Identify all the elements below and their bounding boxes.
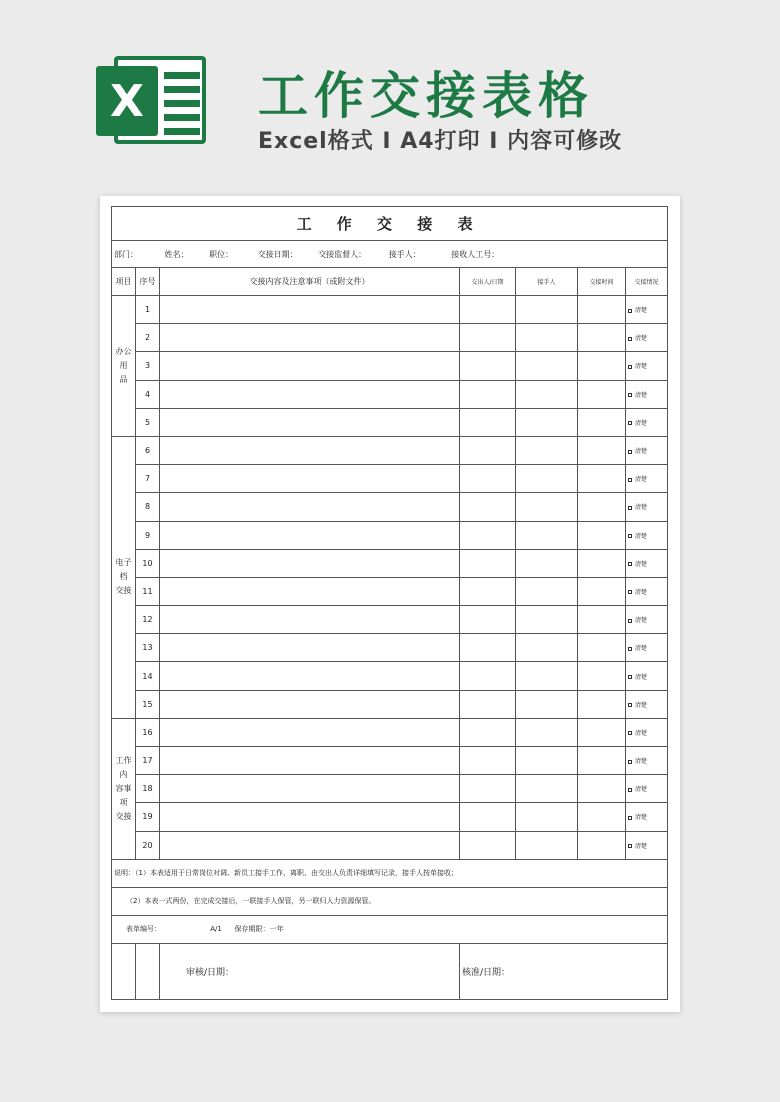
handover-time-cell[interactable] [578,324,626,352]
table-row [112,690,668,718]
checkbox-icon[interactable] [628,731,632,735]
seq-cell: 6 [136,436,160,464]
receiver-cell[interactable] [516,634,578,662]
status-cell[interactable] [626,296,668,324]
content-cell[interactable] [160,324,460,352]
status-cell[interactable] [626,465,668,493]
handover-person-cell[interactable] [460,775,516,803]
status-cell[interactable] [626,662,668,690]
status-cell[interactable] [626,408,668,436]
content-cell[interactable] [160,408,460,436]
handover-time-cell[interactable] [578,436,626,464]
seq-cell: 16 [136,718,160,746]
handover-person-cell[interactable] [460,324,516,352]
seq-cell: 14 [136,662,160,690]
category-cell: 工作内 容事项 交接 [112,718,136,859]
name-label: 姓名： [164,249,189,259]
status-cell[interactable] [626,324,668,352]
handover-time-cell[interactable] [578,493,626,521]
content-cell[interactable] [160,352,460,380]
receiver-cell[interactable] [516,803,578,831]
form-no-value: A/1 [210,925,222,934]
status-label: 清楚 [635,729,648,737]
checkbox-icon[interactable] [628,478,632,482]
checkbox-icon[interactable] [628,703,632,707]
status-label: 清楚 [635,476,648,484]
seq-cell: 19 [136,803,160,831]
content-cell[interactable] [160,747,460,775]
seq-cell: 8 [136,493,160,521]
receiver-cell[interactable] [516,493,578,521]
table-row [112,606,668,634]
excel-logo-icon [96,52,208,148]
status-label: 清楚 [635,588,648,596]
category-cell: 电子档 交接 [112,436,136,718]
table-row [112,352,668,380]
status-label: 清楚 [635,419,648,427]
checkbox-icon[interactable] [628,675,632,679]
document-paper [100,196,680,1012]
checkbox-icon[interactable] [628,788,632,792]
status-label: 清楚 [635,391,648,399]
page-title: 工作交接表格 [258,67,594,125]
handover-time-cell[interactable] [578,747,626,775]
status-label: 清楚 [635,758,648,766]
status-cell[interactable] [626,521,668,549]
receiver-cell[interactable] [516,408,578,436]
handover-person-cell[interactable] [460,606,516,634]
status-label: 清楚 [635,504,648,512]
handover-time-cell[interactable] [578,380,626,408]
status-cell[interactable] [626,352,668,380]
checkbox-icon[interactable] [628,365,632,369]
status-cell[interactable] [626,803,668,831]
checkbox-icon[interactable] [628,619,632,623]
checkbox-icon[interactable] [628,450,632,454]
receiver-cell[interactable] [516,831,578,859]
handover-person-cell[interactable] [460,577,516,605]
status-cell[interactable] [626,775,668,803]
receiver-cell[interactable] [516,577,578,605]
receiver-cell[interactable] [516,747,578,775]
receiver-cell[interactable] [516,380,578,408]
handover-person-cell[interactable] [460,831,516,859]
status-label: 清楚 [635,701,648,709]
form-title: 工 作 交 接 表 [112,207,668,241]
checkbox-icon[interactable] [628,393,632,397]
receiver-cell[interactable] [516,718,578,746]
handover-time-cell[interactable] [578,662,626,690]
table-row [112,662,668,690]
status-cell[interactable] [626,606,668,634]
handover-date-label: 交接日期： [257,249,298,259]
header [0,0,780,175]
sign-row [112,943,668,999]
table-row [112,296,668,324]
info-row [112,241,668,268]
table-row [112,380,668,408]
form-no-label: 表单编号： [126,925,161,934]
approve-date-label: 核准/日期： [460,943,668,999]
status-label: 清楚 [635,786,648,794]
handover-time-cell[interactable] [578,296,626,324]
status-label: 清楚 [635,645,648,653]
retention-label: 保存期限：一年 [234,925,284,934]
checkbox-icon[interactable] [628,590,632,594]
content-cell[interactable] [160,690,460,718]
table-row [112,803,668,831]
checkbox-icon[interactable] [628,816,632,820]
status-cell[interactable] [626,634,668,662]
seq-cell: 9 [136,521,160,549]
content-cell[interactable] [160,718,460,746]
handover-person-cell[interactable] [460,803,516,831]
handover-time-cell[interactable] [578,803,626,831]
handover-time-cell[interactable] [578,465,626,493]
status-label: 清楚 [635,335,648,343]
note-1: 说明：（1）本表适用于日常岗位对调、新员工接手工作、离职、由交出人负责详细填写记录，接手人按单接收； [112,859,668,887]
review-date-label: 审核/日期： [160,943,460,999]
content-cell[interactable] [160,380,460,408]
content-cell[interactable] [160,521,460,549]
checkbox-icon[interactable] [628,337,632,341]
page-subtitle: Excel格式 I A4打印 I 内容可修改 [258,129,623,154]
table-row [112,436,668,464]
seq-cell: 18 [136,775,160,803]
col-content: 交接内容及注意事项（或附文件） [160,268,460,296]
content-cell[interactable] [160,296,460,324]
checkbox-icon[interactable] [628,562,632,566]
checkbox-icon[interactable] [628,309,632,313]
handover-form-table [111,206,668,1000]
excel-x-badge: X [96,66,158,136]
checkbox-icon[interactable] [628,844,632,848]
handover-time-cell[interactable] [578,718,626,746]
col-status: 交接情况 [626,268,668,296]
seq-cell: 3 [136,352,160,380]
sign-blank-2 [136,943,160,999]
table-row [112,831,668,859]
position-label: 职位： [209,249,234,259]
handover-person-cell[interactable] [460,352,516,380]
seq-cell: 2 [136,324,160,352]
receiver-cell[interactable] [516,549,578,577]
table-row [112,465,668,493]
seq-cell: 7 [136,465,160,493]
handover-time-cell[interactable] [578,521,626,549]
table-row [112,493,668,521]
col-item: 项目 [112,268,136,296]
department-label: 部门： [114,249,138,259]
handover-person-cell[interactable] [460,465,516,493]
table-row [112,577,668,605]
receiver-cell[interactable] [516,521,578,549]
table-row [112,408,668,436]
status-cell[interactable] [626,718,668,746]
handover-person-cell[interactable] [460,747,516,775]
handover-person-cell[interactable] [460,549,516,577]
meta-cell [112,915,668,943]
meta-row [112,915,668,943]
note-2: （2）本表一式两份，在完成交接后，一联接手人保管，另一联归人力资源保管。 [112,887,668,915]
col-handover-person-date: 交出人/日期 [460,268,516,296]
status-cell[interactable] [626,549,668,577]
info-cell [112,241,668,268]
receiver-cell[interactable] [516,465,578,493]
handover-person-cell[interactable] [460,690,516,718]
status-cell[interactable] [626,493,668,521]
receiver-cell[interactable] [516,324,578,352]
receiver-cell[interactable] [516,352,578,380]
seq-cell: 5 [136,408,160,436]
note-row-2 [112,887,668,915]
receiver-cell[interactable] [516,662,578,690]
form-title-row [112,207,668,241]
handover-time-cell[interactable] [578,577,626,605]
checkbox-icon[interactable] [628,647,632,651]
table-row [112,775,668,803]
receiver-cell[interactable] [516,606,578,634]
col-seq: 序号 [136,268,160,296]
status-cell[interactable] [626,380,668,408]
table-row [112,521,668,549]
seq-cell: 17 [136,747,160,775]
content-cell[interactable] [160,465,460,493]
content-cell[interactable] [160,775,460,803]
status-label: 清楚 [635,617,648,625]
status-label: 清楚 [635,448,648,456]
status-cell[interactable] [626,831,668,859]
checkbox-icon[interactable] [628,760,632,764]
receiver-cell[interactable] [516,296,578,324]
status-label: 清楚 [635,363,648,371]
receiver-id-label: 接收人工号： [451,249,500,259]
status-cell[interactable] [626,436,668,464]
receiver-cell[interactable] [516,775,578,803]
handover-time-cell[interactable] [578,408,626,436]
receiver-cell[interactable] [516,436,578,464]
handover-person-cell[interactable] [460,634,516,662]
seq-cell: 1 [136,296,160,324]
seq-cell: 20 [136,831,160,859]
content-cell[interactable] [160,803,460,831]
content-cell[interactable] [160,493,460,521]
note-row-1 [112,859,668,887]
receiver-cell[interactable] [516,690,578,718]
content-cell[interactable] [160,549,460,577]
table-row [112,549,668,577]
table-row [112,747,668,775]
handover-person-cell[interactable] [460,493,516,521]
content-cell[interactable] [160,831,460,859]
handover-person-cell[interactable] [460,408,516,436]
checkbox-icon[interactable] [628,534,632,538]
seq-cell: 12 [136,606,160,634]
supervisor-label: 交接监督人： [318,249,367,259]
seq-cell: 11 [136,577,160,605]
content-cell[interactable] [160,634,460,662]
table-row [112,634,668,662]
status-label: 清楚 [635,814,648,822]
status-cell[interactable] [626,690,668,718]
handover-person-cell[interactable] [460,380,516,408]
seq-cell: 15 [136,690,160,718]
table-row [112,718,668,746]
handover-time-cell[interactable] [578,634,626,662]
col-handover-time: 交接时间 [578,268,626,296]
status-label: 清楚 [635,673,648,681]
content-cell[interactable] [160,577,460,605]
content-cell[interactable] [160,606,460,634]
receiver-label: 接手人： [388,249,421,259]
seq-cell: 10 [136,549,160,577]
col-receiver: 接手人 [516,268,578,296]
content-cell[interactable] [160,436,460,464]
status-cell[interactable] [626,577,668,605]
handover-person-cell[interactable] [460,296,516,324]
content-cell[interactable] [160,662,460,690]
status-cell[interactable] [626,747,668,775]
handover-time-cell[interactable] [578,831,626,859]
checkbox-icon[interactable] [628,421,632,425]
status-label: 清楚 [635,842,648,850]
handover-time-cell[interactable] [578,549,626,577]
category-cell: 办公用 品 [112,296,136,437]
handover-person-cell[interactable] [460,521,516,549]
handover-person-cell[interactable] [460,662,516,690]
handover-person-cell[interactable] [460,436,516,464]
handover-time-cell[interactable] [578,775,626,803]
handover-time-cell[interactable] [578,352,626,380]
status-label: 清楚 [635,307,648,315]
handover-person-cell[interactable] [460,718,516,746]
seq-cell: 13 [136,634,160,662]
status-label: 清楚 [635,560,648,568]
table-row [112,324,668,352]
column-header-row [112,268,668,296]
handover-time-cell[interactable] [578,606,626,634]
checkbox-icon[interactable] [628,506,632,510]
sign-blank-1 [112,943,136,999]
seq-cell: 4 [136,380,160,408]
status-label: 清楚 [635,532,648,540]
handover-time-cell[interactable] [578,690,626,718]
